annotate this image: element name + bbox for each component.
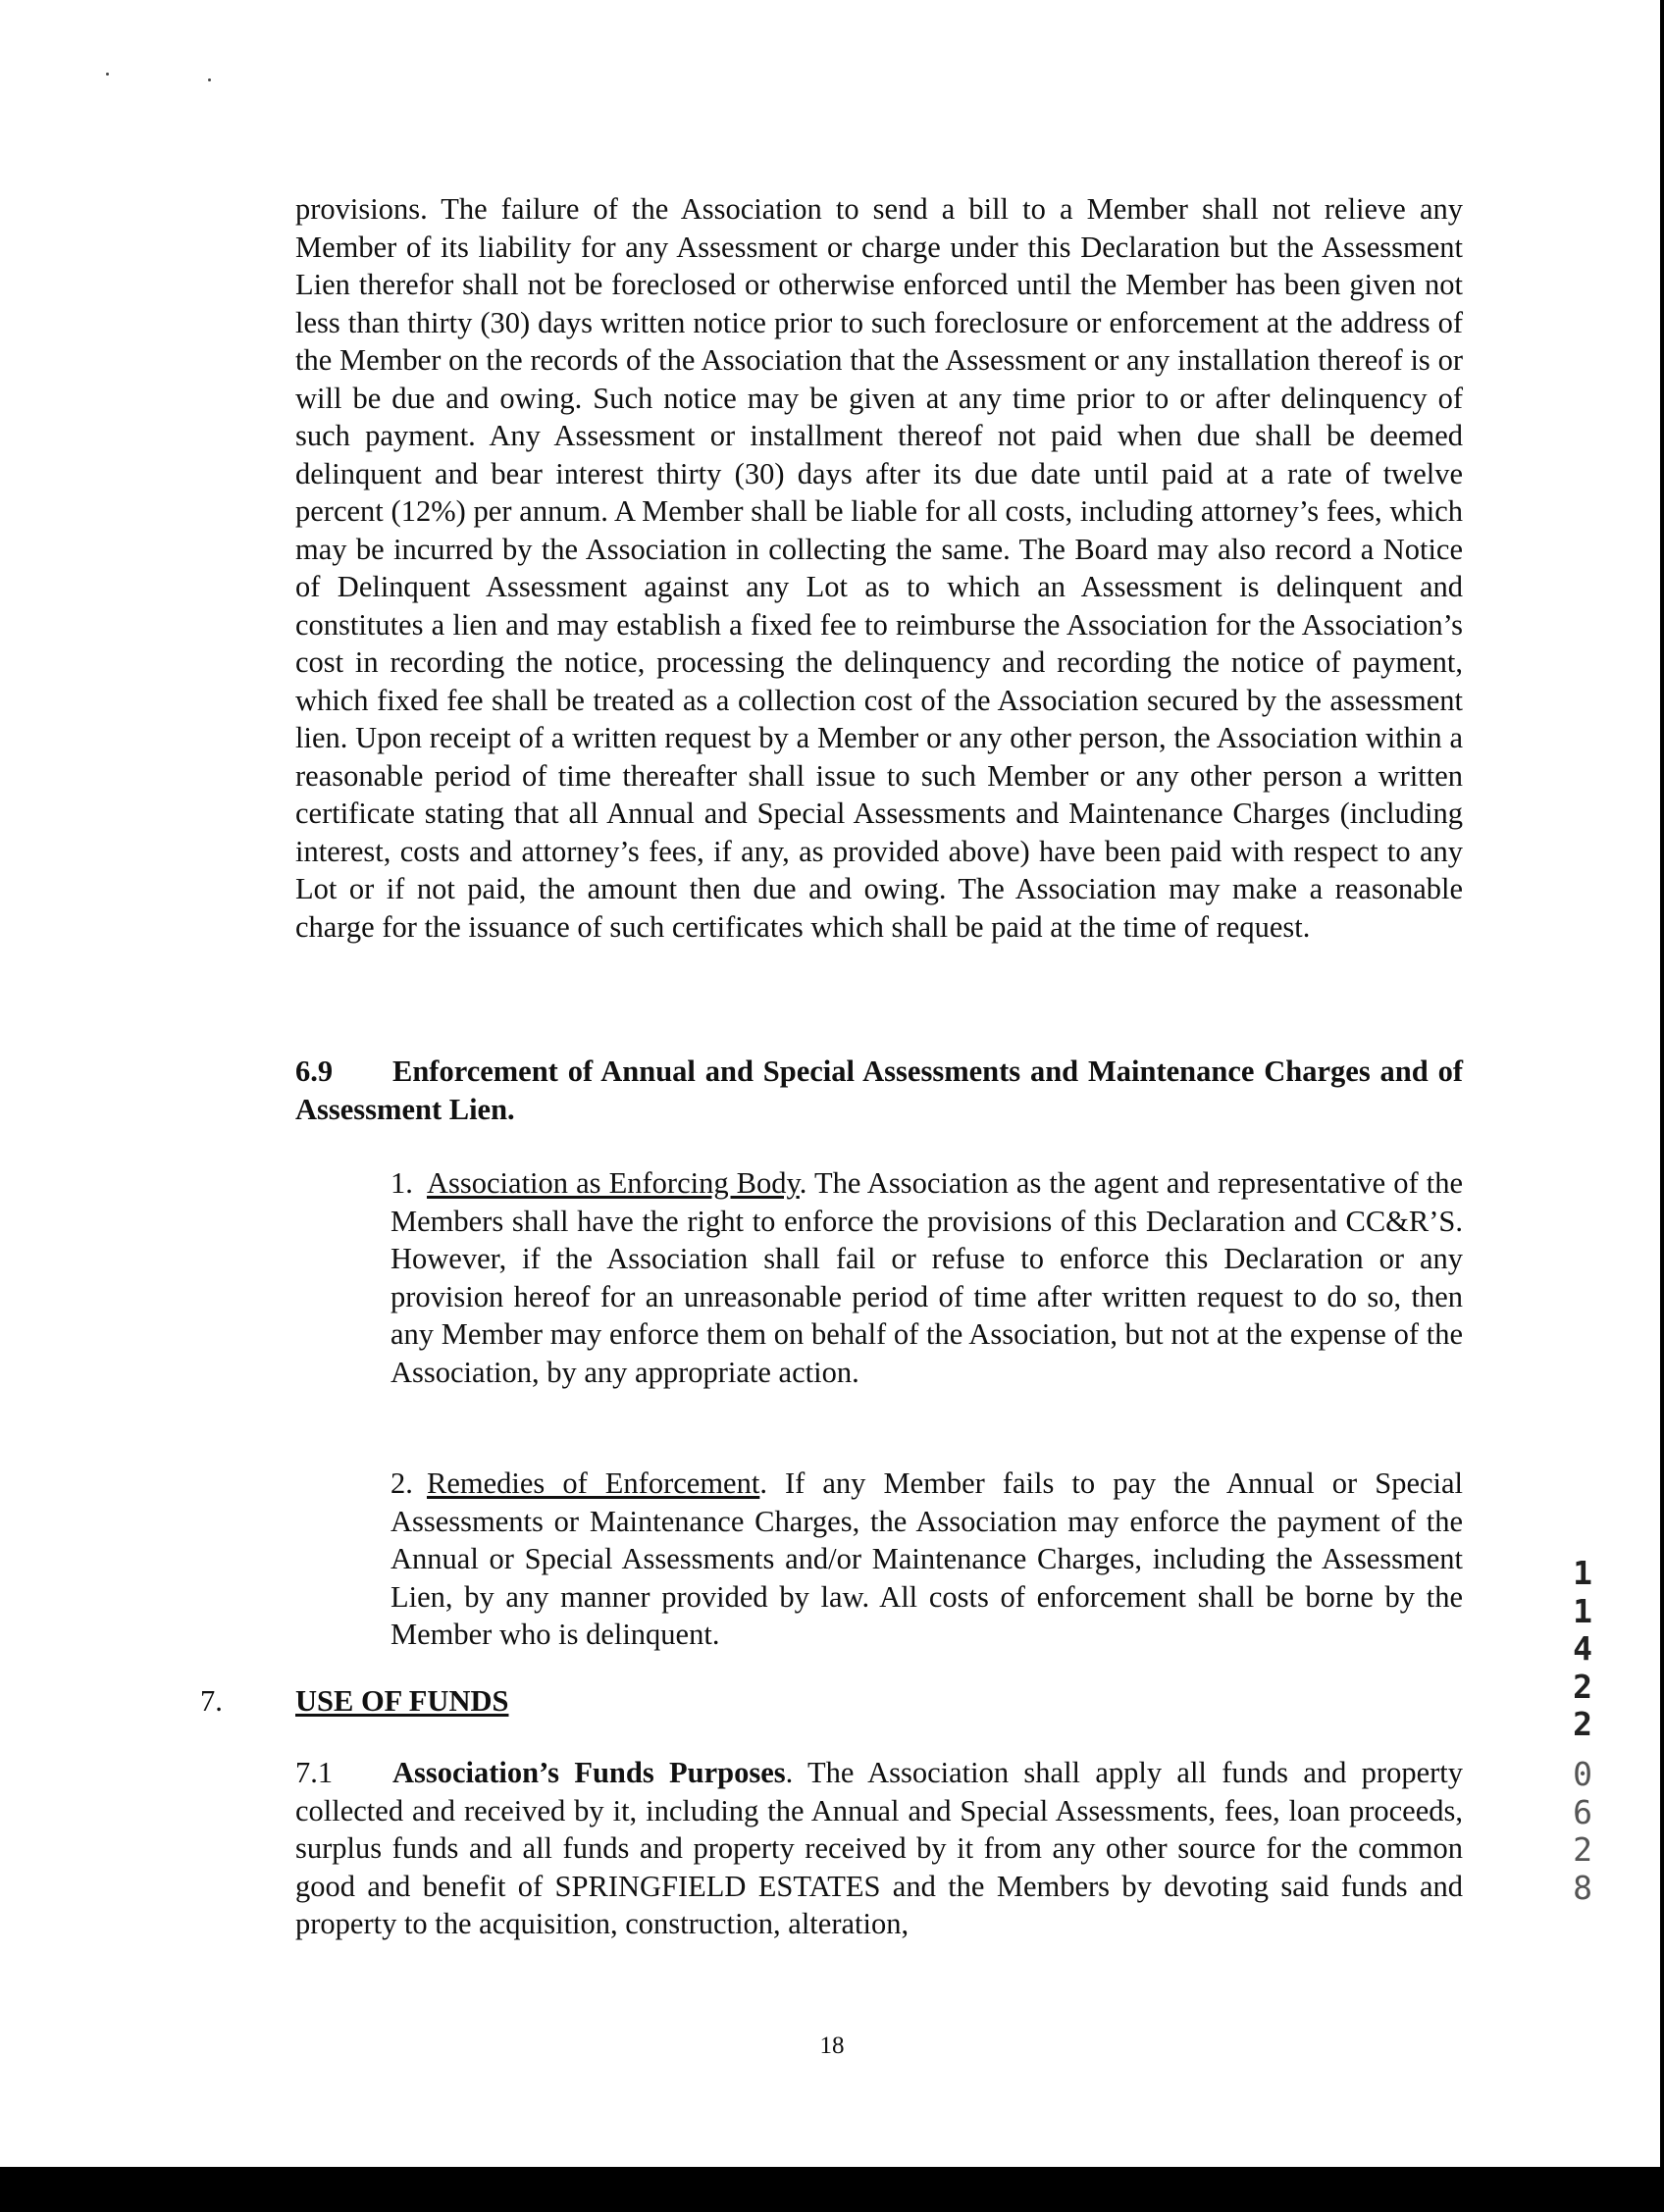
stamp-digit: 0 — [1573, 1755, 1592, 1793]
section-7-1-title: Association’s Funds Purposes — [392, 1756, 786, 1789]
paragraph-continuation: provisions. The failure of the Association to send a bill to a Member shall not relieve any Member of its liability for any Assessment or charge under this Declaration but the Assessment Lien therefor shall not be foreclosed or otherwise enforced until the Member has been given not less than thirty (30) days written notice prior to such foreclosure or enforcement at the address of the Member on the records of the Association that the Assessment or any installation thereof is or will be due and owing. Such notice may be given at any time prior to or after delinquency of such payment. Any Assessment or installment thereof not paid when due shall be deemed delinquent and bear interest thirty (30) days after its due date until paid at a rate of twelve percent (12%) per annum. A Member shall be liable for all costs, including attorney’s fees, which may be incurred by the Association in collecting the same. The Board may also record a Notice of Delinquent Assessment against any Lot as to which an Assessment is delinquent and constitutes a lien and may establish a fixed fee to reimburse the Association for the Association’s cost in recording the notice, processing the delinquency and recording the notice of payment, which fixed fee shall be treated as a collection cost of the Association secured by the assessment lien. Upon receipt of a written request by a Member or any other person, the Association within a reasonable period of time thereafter shall issue to such Member or any other person a written certificate stating that all Annual and Special Assessments and Maintenance Charges (including interest, costs and attorney’s fees, if any, as provided above) have been paid with respect to any Lot or if not paid, the amount then due and owing. The Association may make a reasonable charge for the issuance of such certificates which shall be paid at the time of request. — [295, 192, 1463, 944]
item-1-number: 1. — [390, 1166, 413, 1200]
section-7-1-number: 7.1 — [295, 1756, 334, 1789]
item-1-text: . The Association as the agent and representative of the Members shall have the right to enforce the provisions of this Declaration and CC&R’S. However, if the Association shall fail or refuse to enforce this Declaration or any provision hereof for an unreasonable period of time after written request to do so, then any Member may enforce them on behalf of the Association, but not at the expense of the Association, by any appropriate action. — [390, 1166, 1463, 1389]
page-number: 18 — [819, 2032, 845, 2059]
stamp-digit: 2 — [1573, 1830, 1592, 1869]
stamp-digit: 2 — [1573, 1667, 1592, 1706]
enforcement-item-2 — [390, 1465, 1463, 1654]
item-2-number: 2. — [390, 1466, 413, 1500]
section-7-1-paragraph — [295, 1754, 1463, 1943]
section-7-1-text: . The Association shall apply all funds and property collected and received by it, including the Annual and Special Assessments, fees, loan proceeds, surplus funds and all funds and property received by it from any other source for the common good and benefit of SPRINGFIELD ESTATES and the Members by devoting said funds and property to the acquisition, construction, alteration, — [295, 1756, 1463, 1940]
stamp-digit: 1 — [1573, 1591, 1592, 1630]
section-6-9-heading — [295, 1053, 1463, 1128]
scan-border-bottom — [0, 2167, 1664, 2212]
recording-stamp-bottom — [1566, 1756, 1599, 1907]
item-2-text: . If any Member fails to pay the Annual or Special Assessments or Maintenance Charges, the Association may enforce the payment of the Annual or Special Assessments and/or Maintenance Charges, including the Assessment Lien, by any manner provided by law. All costs of enforcement shall be borne by the Member who is delinquent. — [390, 1466, 1464, 1651]
item-1-title: Association as Enforcing Body — [427, 1166, 800, 1200]
recording-stamp-top — [1566, 1555, 1599, 1744]
scan-border-right — [1660, 0, 1664, 2168]
section-6-9-number: 6.9 — [295, 1055, 334, 1088]
stamp-digit: 4 — [1573, 1629, 1592, 1668]
section-7-title: USE OF FUNDS — [295, 1684, 509, 1718]
section-6-9-title: Enforcement of Annual and Special Assessments and Maintenance Charges and of Assessment Lien. — [295, 1055, 1463, 1126]
stamp-digit: 1 — [1573, 1554, 1592, 1592]
stamp-digit: 8 — [1573, 1868, 1592, 1907]
item-2-title: Remedies of Enforcement — [427, 1466, 760, 1500]
enforcement-item-1 — [390, 1164, 1463, 1391]
stamp-digit: 2 — [1573, 1705, 1592, 1743]
section-7-number: 7. — [200, 1684, 223, 1718]
stamp-digit: 6 — [1573, 1792, 1592, 1831]
